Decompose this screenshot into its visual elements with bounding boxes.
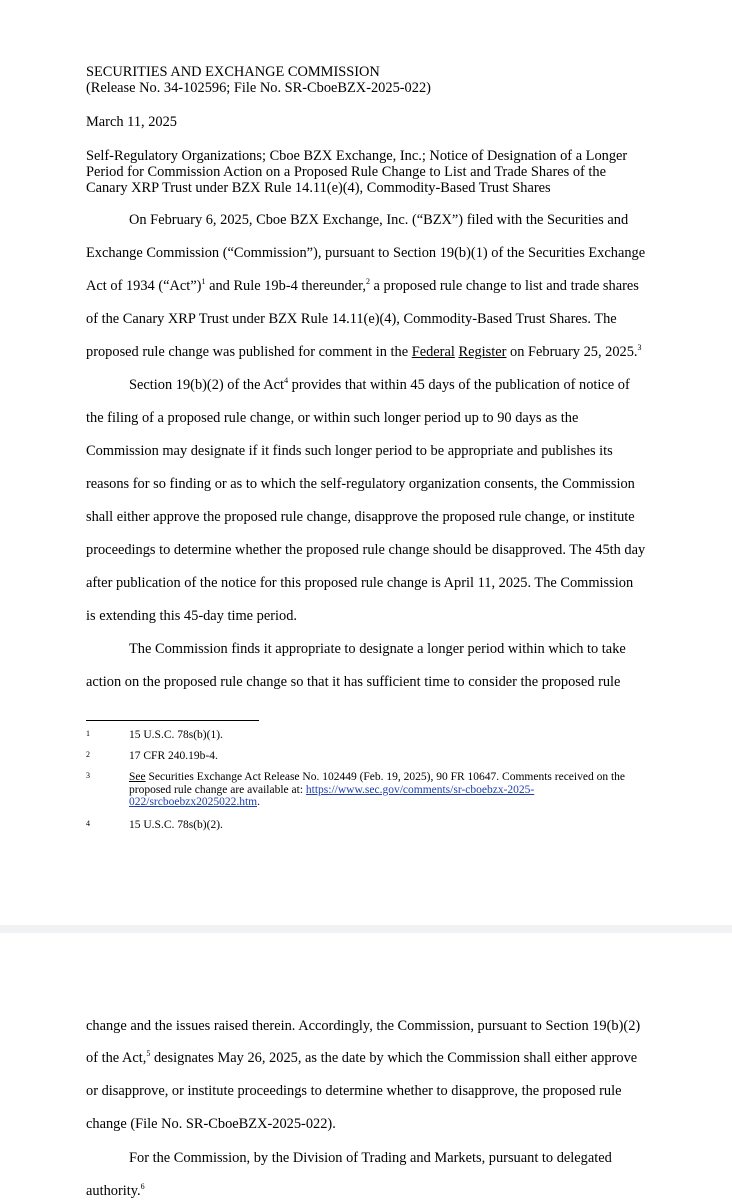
body-line: shall either approve the proposed rule change, disapprove the proposed rule change, or institute	[86, 509, 635, 525]
agency-name: SECURITIES AND EXCHANGE COMMISSION	[86, 64, 380, 80]
body-line: Commission may designate if it finds such longer period to be appropriate and publishes its	[86, 443, 613, 459]
body-line: after publication of the notice for this proposed rule change is April 11, 2025. The Commission	[86, 575, 634, 591]
footnote-number: 4	[86, 819, 90, 828]
footnote-ref[interactable]: 2	[365, 277, 370, 286]
footnote-ref[interactable]: 3	[637, 343, 642, 352]
body-line: change (File No. SR-CboeBZX-2025-022).	[86, 1116, 336, 1132]
body-line: proceedings to determine whether the proposed rule change should be disapproved. The 45th day	[86, 542, 646, 558]
body-line: proposed rule change was published for comment in the Federal Register on February 25, 2025.$^3$	[86, 343, 642, 360]
federal-register-italic: Federal	[411, 344, 455, 360]
body-line: is extending this 45-day time period.	[86, 608, 298, 624]
page-separator	[0, 925, 732, 933]
signature-line: authority.$^6$	[86, 1182, 145, 1199]
footnote-number: 3	[86, 771, 90, 780]
footnote-divider	[86, 720, 259, 721]
release-number: (Release No. 34-102596; File No. SR-CboeBZX-2025-022)	[86, 80, 431, 96]
body-line: of the Act,$^5$ designates May 26, 2025, as the date by which the Commission shall either approve	[86, 1049, 638, 1066]
footnote-text: See Securities Exchange Act Release No. 102449 (Feb. 19, 2025), 90 FR 10647. Comments received on the proposed rule change are available at: https://www.sec.gov/comments/sr-cboebzx-2025- 022/srcboebzx2025022.htm.	[129, 771, 626, 808]
title-line: Period for Commission Action on a Proposed Rule Change to List and Trade Shares of the	[86, 164, 607, 180]
footnote-number: 2	[86, 750, 90, 759]
footnote-ref[interactable]: 5	[146, 1049, 151, 1058]
footnote-ref[interactable]: 1	[201, 277, 206, 286]
body-line: reasons for so finding or as to which the self-regulatory organization consents, the Commission	[86, 476, 635, 492]
body-line: Section 19(b)(2) of the Act$^4$ provides that within 45 days of the publication of notice of	[129, 376, 630, 393]
document-date: March 11, 2025	[86, 114, 177, 130]
footnote-ref[interactable]: 6	[140, 1182, 145, 1191]
body-line: or disapprove, or institute proceedings to determine whether to disapprove, the proposed rule	[86, 1083, 622, 1099]
comments-link[interactable]: 022/srcboebzx2025022.htm	[129, 796, 258, 808]
body-line: Act of 1934 (“Act”)$^1$ and Rule 19b-4 thereunder,$^2$ a proposed rule change to list and trade shares	[86, 277, 639, 294]
footnote-text: 17 CFR 240.19b-4.	[129, 750, 218, 762]
body-line: The Commission finds it appropriate to designate a longer period within which to take	[129, 641, 626, 657]
footnote-number: 1	[86, 729, 90, 738]
body-line: Exchange Commission (“Commission”), pursuant to Section 19(b)(1) of the Securities Exchange	[86, 245, 646, 261]
body-line: the filing of a proposed rule change, or within such longer period up to 90 days as the	[86, 410, 579, 426]
body-line: action on the proposed rule change so that it has sufficient time to consider the proposed rule	[86, 674, 621, 690]
title-line: Canary XRP Trust under BZX Rule 14.11(e)(4), Commodity-Based Trust Shares	[86, 180, 551, 196]
document-page-2	[0, 933, 732, 1200]
comments-link[interactable]: https://www.sec.gov/comments/sr-cboebzx-2025-	[305, 783, 535, 796]
federal-register-italic: Register	[458, 344, 507, 360]
body-line: of the Canary XRP Trust under BZX Rule 14.11(e)(4), Commodity-Based Trust Shares. The	[86, 311, 617, 327]
signature-line: For the Commission, by the Division of Trading and Markets, pursuant to delegated	[129, 1150, 612, 1166]
body-line: change and the issues raised therein. Accordingly, the Commission, pursuant to Section 19(b)(2)	[86, 1018, 641, 1034]
footnote-text: 15 U.S.C. 78s(b)(2).	[129, 819, 223, 831]
footnote-text: 15 U.S.C. 78s(b)(1).	[129, 729, 223, 741]
footnote-ref[interactable]: 4	[284, 376, 289, 385]
title-line: Self-Regulatory Organizations; Cboe BZX Exchange, Inc.; Notice of Designation of a Longer	[86, 148, 628, 164]
body-line: On February 6, 2025, Cboe BZX Exchange, Inc. (“BZX”) filed with the Securities and	[129, 212, 629, 228]
